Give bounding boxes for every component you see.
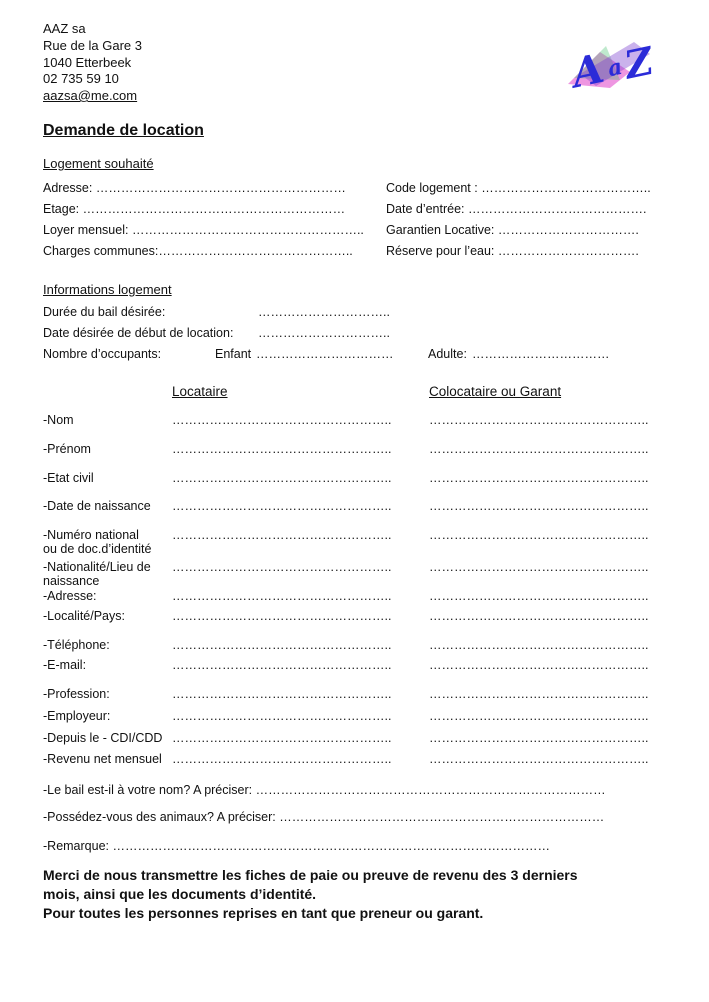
row-date-naissance-label: -Date de naissance	[43, 499, 151, 513]
company-street: Rue de la Gare 3	[43, 38, 143, 53]
row-adresse-label: -Adresse:	[43, 589, 97, 603]
row-numero-label: -Numéro national ou de doc.d’identité	[43, 528, 152, 556]
company-city: 1040 Etterbeek	[43, 55, 132, 70]
garant-nationalite-field[interactable]: ……………………………………………..	[429, 560, 649, 574]
garant-adresse-field[interactable]: ……………………………………………..	[429, 589, 649, 603]
svg-text:Z: Z	[620, 37, 657, 88]
garantie-field[interactable]: Garantien Locative: …………………………….	[386, 223, 639, 237]
company-phone: 02 735 59 10	[43, 71, 119, 86]
garant-date-naissance-field[interactable]: ……………………………………………..	[429, 499, 649, 513]
garant-prenom-field[interactable]: ……………………………………………..	[429, 442, 649, 456]
remarque-field[interactable]: -Remarque: ……………………………………………………………………………………………	[43, 839, 550, 853]
locataire-numero-field[interactable]: ……………………………………………..	[172, 528, 392, 542]
column-locataire: Locataire	[172, 384, 228, 399]
garant-email-field[interactable]: ……………………………………………..	[429, 658, 649, 672]
etage-field[interactable]: Etage: ………………………………………………………	[43, 202, 346, 216]
garant-depuis-field[interactable]: ……………………………………………..	[429, 731, 649, 745]
duree-field[interactable]: …………………………..	[258, 305, 390, 319]
loyer-field[interactable]: Loyer mensuel: ………………………………………………..	[43, 223, 364, 237]
bail-question[interactable]: -Le bail est-il à votre nom? A préciser: …………………………………………………………………………	[43, 783, 606, 797]
adulte-field[interactable]: ……………………………	[472, 347, 610, 361]
locataire-prenom-field[interactable]: ……………………………………………..	[172, 442, 392, 456]
company-name: AAZ sa	[43, 21, 86, 36]
date-debut-field[interactable]: …………………………..	[258, 326, 390, 340]
svg-text:a: a	[605, 53, 625, 83]
adulte-label: Adulte:	[428, 347, 467, 361]
enfant-label: Enfant	[215, 347, 252, 361]
row-profession-label: -Profession:	[43, 687, 110, 701]
code-logement-field[interactable]: Code logement : …………………………………..	[386, 181, 651, 195]
svg-text:A: A	[567, 44, 608, 96]
row-depuis-label: -Depuis le - CDI/CDD	[43, 731, 163, 745]
row-nom-label: -Nom	[43, 413, 74, 427]
charges-field[interactable]: Charges communes:………………………………………..	[43, 244, 353, 258]
locataire-depuis-field[interactable]: ……………………………………………..	[172, 731, 392, 745]
date-debut-label: Date désirée de début de location:	[43, 326, 234, 340]
locataire-nom-field[interactable]: ……………………………………………..	[172, 413, 392, 427]
locataire-employeur-field[interactable]: ……………………………………………..	[172, 709, 392, 723]
row-email-label: -E-mail:	[43, 658, 87, 672]
row-etat-civil-label: -Etat civil	[43, 471, 94, 485]
row-localite-label: -Localité/Pays:	[43, 609, 125, 623]
locataire-adresse-field[interactable]: ……………………………………………..	[172, 589, 392, 603]
locataire-localite-field[interactable]: ……………………………………………..	[172, 609, 392, 623]
locataire-nationalite-field[interactable]: ……………………………………………..	[172, 560, 392, 574]
occupants-label: Nombre d’occupants:	[43, 347, 162, 361]
locataire-telephone-field[interactable]: ……………………………………………..	[172, 638, 392, 652]
company-logo	[560, 28, 670, 96]
section-logement-heading: Logement souhaité	[43, 156, 154, 171]
column-garant: Colocataire ou Garant	[429, 384, 562, 399]
locataire-etat-civil-field[interactable]: ……………………………………………..	[172, 471, 392, 485]
page-title: Demande de location	[43, 122, 204, 139]
garant-employeur-field[interactable]: ……………………………………………..	[429, 709, 649, 723]
row-revenu-label: -Revenu net mensuel	[43, 752, 162, 766]
section-informations-heading: Informations logement	[43, 282, 172, 297]
adresse-field[interactable]: Adresse: ……………………………………………………	[43, 181, 346, 195]
garant-numero-field[interactable]: ……………………………………………..	[429, 528, 649, 542]
garant-etat-civil-field[interactable]: ……………………………………………..	[429, 471, 649, 485]
garant-nom-field[interactable]: ……………………………………………..	[429, 413, 649, 427]
row-prenom-label: -Prénom	[43, 442, 91, 456]
garant-localite-field[interactable]: ……………………………………………..	[429, 609, 649, 623]
row-employeur-label: -Employeur:	[43, 709, 111, 723]
row-telephone-label: -Téléphone:	[43, 638, 110, 652]
locataire-revenu-field[interactable]: ……………………………………………..	[172, 752, 392, 766]
garant-profession-field[interactable]: ……………………………………………..	[429, 687, 649, 701]
locataire-date-naissance-field[interactable]: ……………………………………………..	[172, 499, 392, 513]
animaux-question[interactable]: -Possédez-vous des animaux? A préciser: ……………………………………………………………………	[43, 810, 605, 824]
duree-label: Durée du bail désirée:	[43, 305, 166, 319]
company-email[interactable]: aazsa@me.com	[43, 88, 138, 103]
row-nationalite-label: -Nationalité/Lieu de naissance	[43, 560, 151, 588]
date-entree-field[interactable]: Date d’entrée: …………………………………….	[386, 202, 647, 216]
enfant-field[interactable]: ……………………………	[256, 347, 394, 361]
garant-telephone-field[interactable]: ……………………………………………..	[429, 638, 649, 652]
garant-revenu-field[interactable]: ……………………………………………..	[429, 752, 649, 766]
locataire-profession-field[interactable]: ……………………………………………..	[172, 687, 392, 701]
reserve-eau-field[interactable]: Réserve pour l’eau: …………………………….	[386, 244, 639, 258]
aaz-logo-icon	[560, 28, 670, 96]
locataire-email-field[interactable]: ……………………………………………..	[172, 658, 392, 672]
closing-note: Merci de nous transmettre les fiches de paie ou preuve de revenu des 3 derniers mois, ainsi que les documents d’identité. Pour toutes les personnes reprises en tant que preneur ou garant.	[43, 867, 578, 921]
